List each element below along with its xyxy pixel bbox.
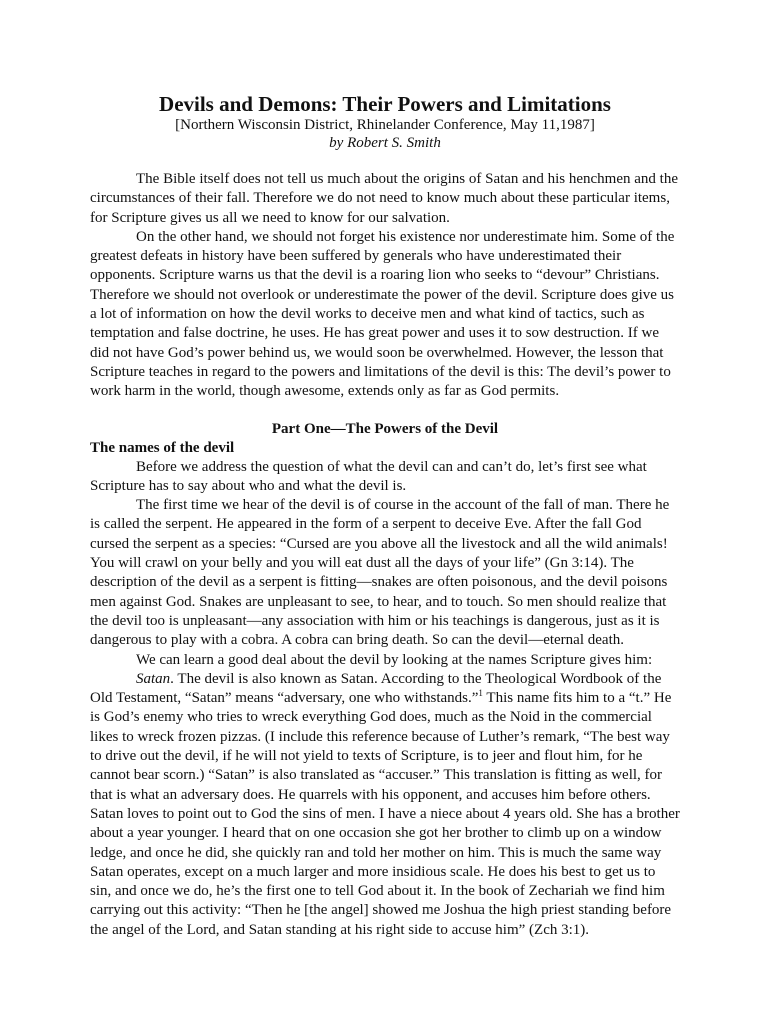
footnote-marker: 1 <box>478 688 483 699</box>
section-heading: The names of the devil <box>90 439 235 456</box>
document-page <box>90 92 680 940</box>
satan-term: Satan <box>136 670 171 687</box>
intro-paragraph-1: The Bible itself does not tell us much about the origins of Satan and his henchmen and the circumstances of their fall. Therefore we do not need to know much about these particular items, for Scripture gives us all we need to know for our salvation. <box>90 171 678 226</box>
part-heading: Part One—The Powers of the Devil <box>271 420 499 437</box>
satan-text-after-note: This name fits him to a “t.” He is God’s enemy who tries to wreck everything God does, much as the Noid in the commercial likes to wreck frozen pizzas. (I include this reference because of Luther’s remark, “The best way to drive out the devil, if he will not yield to texts of Scripture, is to jeer and flout him, for he cannot bear scorn.) “Satan” is also translated as “accuser.” This translation is fitting as well, for that is what an adversary does. He quarrels with his opponent, and accuses him before others. Satan loves to point out to God the sins of men. I have a niece about 4 years old. She has a brother about a year younger. I heard that on one occasion she got her brother to climb up on a window ledge, and once he did, she quickly ran and told her mother on him. This is much the same way Satan operates, except on a much larger and more insidious scale. He does his best to get us to sin, and once we do, he’s the first one to tell God about it. In the book of Zechariah we find him carrying out this activity: “Then he [the angel] showed me Joshua the high priest standing before the angel of the Lord, and Satan standing at his right side to accuse him” (Zch 3:1). <box>90 690 680 938</box>
document-title: Devils and Demons: Their Powers and Limitations <box>159 92 611 116</box>
document-subtitle: [Northern Wisconsin District, Rhinelander Conference, May 11,1987] <box>175 117 595 133</box>
satan-text-before-note: . The devil is also known as Satan. According to the Theological Wordbook of the Old Testament, “Satan” means “adversary, one who withstands.” <box>90 670 662 707</box>
intro-paragraph-2: On the other hand, we should not forget his existence nor underestimate him. Some of the greatest defeats in history have been suffered by generals who have underestimated their opponents. Scripture warns us that the devil is a roaring lion who seeks to “devour” Christians. Therefore we should not overlook or underestimate the power of the devil. Scripture does give us a lot of information on how the devil works to deceive men and what kind of tactics, such as temptation and false doctrine, he uses. He has great power and uses it to sow destruction. If we did not have God’s power behind us, we would soon be overwhelmed. However, the lesson that Scripture teaches in regard to the powers and limitations of the devil is this: The devil’s power to work harm in the world, though awesome, extends only as far as God permits. <box>90 228 675 400</box>
section-paragraph-1: Before we address the question of what the devil can and can’t do, let’s first see what Scripture has to say about who and what the devil is. <box>90 458 647 494</box>
spacer <box>90 152 680 170</box>
document-byline: by Robert S. Smith <box>329 135 441 151</box>
section-paragraph-2: The first time we hear of the devil is of course in the account of the fall of man. There he is called the serpent. He appeared in the form of a serpent to deceive Eve. After the fall God cursed the serpent as a species: “Cursed are you above all the livestock and all the wild animals! You will crawl on your belly and you will eat dust all the days of your life” (Gn 3:14). The description of the devil as a serpent is fitting—snakes are often poisonous, and the devil poisons men against God. Snakes are unpleasant to see, to hear, and to touch. So men should realize that the devil too is unpleasant—any association with him or his teachings is dangerous, just as it is dangerous to play with a cobra. A cobra can bring death. So can the devil—eternal death. <box>90 497 670 649</box>
section-paragraph-3: We can learn a good deal about the devil by looking at the names Scripture gives him: <box>136 651 653 668</box>
satan-paragraph <box>90 670 680 940</box>
spacer <box>90 402 680 420</box>
